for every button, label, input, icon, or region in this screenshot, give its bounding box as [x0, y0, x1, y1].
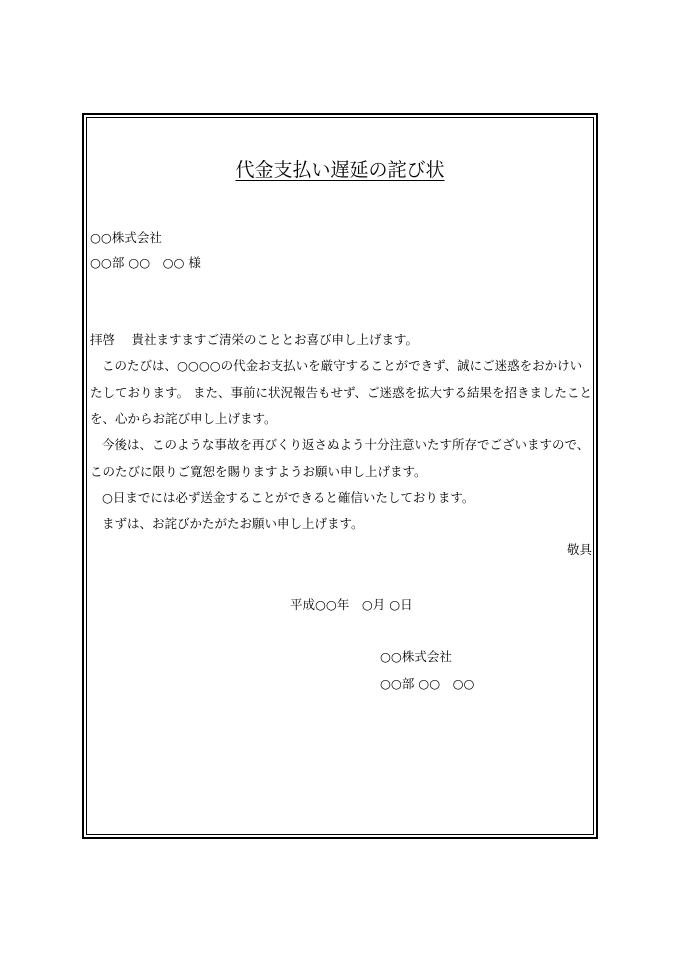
opening-greeting: 拝啓 貴社ますますご清栄のこととお喜び申し上げます。	[90, 332, 418, 347]
paragraph-3: ○日までには必ず送金することができると確信いたしております。	[102, 490, 475, 505]
paragraph-4: まずは、お詫びかたがたお願い申し上げます。	[102, 516, 364, 531]
closing-keigu: 敬具	[566, 542, 592, 557]
paragraph-1-line-1: このたびは、○○○○の代金お支払いを厳守することができず、誠にご迷惑をおかけい	[102, 358, 583, 373]
recipient-person: ○○部 ○○ ○○ 様	[90, 255, 201, 270]
paragraph-1-line-3: を、心からお詫び申し上げます。	[90, 411, 277, 426]
sender-company: ○○株式会社	[380, 649, 452, 664]
paragraph-2-line-1: 今後は、このような事故を再びくり返さぬよう十分注意いたす所存でございますので、	[102, 437, 590, 452]
recipient-company: ○○株式会社	[90, 230, 162, 245]
paragraph-1-line-2: たしております。 また、事前に状況報告もせず、ご迷惑を拡大する結果を招きましたこと	[90, 385, 592, 400]
letter-title: 代金支払い遅延の詫び状	[235, 159, 445, 181]
sender-person: ○○部 ○○ ○○	[380, 676, 475, 691]
letter-date: 平成○○年 ○月 ○日	[290, 597, 413, 612]
paragraph-2-line-2: このたびに限りご寛恕を賜りますようお願い申し上げます。	[90, 464, 427, 479]
